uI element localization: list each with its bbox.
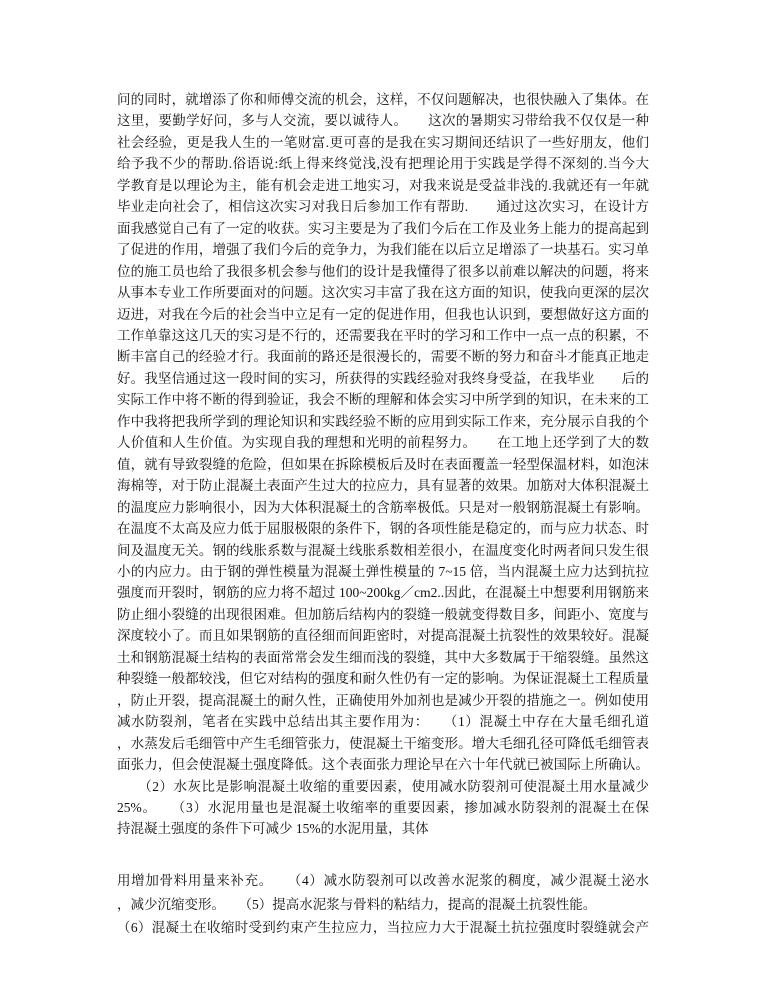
text-line: 作中我将把我所学到的理论知识和实践经验不断的应用到实际工作来，充分展示自我的个 <box>117 413 649 429</box>
text-line: 面张力，但会使混凝土强度降低。这个表面张力理论早在六十年代就已被国际上所确认。 <box>117 757 649 773</box>
text-line: 减水防裂剂，笔者在实践中总结出其主要作用为： （1）混凝土中存在大量毛细孔道 <box>117 714 649 730</box>
text-line: 实际工作中将不断的得到验证，我会不断的理解和体会实习中所学到的知识，在未来的工 <box>117 392 649 408</box>
text-line: 值，就有导致裂缝的危险，但如果在拆除模板后及时在表面覆盖一轻型保温材料，如泡沫 <box>117 456 649 472</box>
text-line: 面我感觉自己有了一定的收获。实习主要是为了我们今后在工作及业务上能力的提高起到 <box>117 220 649 236</box>
text-line: 强度而开裂时，钢筋的应力将不超过 100~200kg／cm2..因此，在混凝土中想要利用钢筋来 <box>117 585 649 601</box>
text-line: ，水蒸发后毛细管中产生毛细管张力，使混凝土干缩变形。增大毛细孔径可降低毛细管表 <box>117 735 649 751</box>
text-line: 间及温度无关。钢的线胀系数与混凝土线胀系数相差很小，在温度变化时两者间只发生很 <box>117 542 649 558</box>
text-line: 毕业走向社会了，相信这次实习对我日后参加工作有帮助. 通过这次实习，在设计方 <box>117 199 649 215</box>
text-line: 深度较小了。而且如果钢筋的直径细而间距密时，对提高混凝土抗裂性的效果较好。混凝 <box>117 628 649 644</box>
text-block-continued <box>117 869 649 940</box>
text-line: 用增加骨料用量来补充。 （4）减水防裂剂可以改善水泥浆的稠度，减少混凝土泌水 <box>117 873 649 888</box>
text-line: 学教育是以理论为主，能有机会走进工地实习，对我来说是受益非浅的.我就还有一年就 <box>117 177 649 193</box>
text-line: 25%。 （3）水泥用量也是混凝土收缩率的重要因素，掺加减水防裂剂的混凝土在保 <box>117 799 649 815</box>
text-line: 海棉等，对于防止混凝土表面产生过大的拉应力，具有显著的效果。加筋对大体积混凝土 <box>117 478 649 494</box>
text-line: 工作单靠这这几天的实习是不行的，还需要我在平时的学习和工作中一点一点的积累，不 <box>117 327 649 343</box>
text-line: 土和钢筋混凝土结构的表面常常会发生细而浅的裂缝，其中大多数属于干缩裂缝。虽然这 <box>117 649 649 665</box>
text-line: 社会经验，更是我人生的一笔财富.更可喜的是我在实习期间还结识了一些好朋友，他们 <box>117 134 649 150</box>
text-line: 了促进的作用，增强了我们今后的竞争力，为我们能在以后立足增添了一块基石。实习单 <box>117 242 649 258</box>
text-line: ，减少沉缩变形。 （5）提高水泥浆与骨料的粘结力，提高的混凝土抗裂性能。 <box>117 896 597 912</box>
text-line: 好。我坚信通过这一段时间的实习，所获得的实践经验对我终身受益，在我毕业 后的 <box>117 370 649 386</box>
text-line: 小的内应力。由于钢的弹性模量为混凝土弹性模量的 7~15 倍，当内混凝土应力达到抗拉 <box>117 563 649 579</box>
text-line: ，防止开裂，提高混凝土的耐久性，正确使用外加剂也是减少开裂的措施之一。例如使用 <box>117 692 649 708</box>
text-line: 位的施工员也给了我很多机会参与他们的设计是我懂得了很多以前难以解决的问题，将来 <box>117 263 649 279</box>
text-block-main <box>117 89 649 840</box>
text-line: 迈进，对我在今后的社会当中立足有一定的促进作用，但我也认识到，要想做好这方面的 <box>117 306 649 322</box>
text-line: 的温度应力影响很小，因为大体积混凝土的含筋率极低。只是对一般钢筋混凝土有影响。 <box>117 499 649 515</box>
text-line: 持混凝土强度的条件下可减少 15%的水泥用量，其体 <box>117 821 429 837</box>
text-line: （2）水灰比是影响混凝土收缩的重要因素，使用减水防裂剂可使混凝土用水量减少 <box>117 778 649 794</box>
text-line: 从事本专业工作所要面对的问题。这次实习丰富了我在这方面的知识，使我向更深的层次 <box>117 285 649 301</box>
text-line: 种裂缝一般都较浅，但它对结构的强度和耐久性仍有一定的影响。为保证混凝土工程质量 <box>117 671 649 687</box>
text-line: 人价值和人生价值。为实现自我的理想和光明的前程努力。 在工地上还学到了大的数 <box>117 435 649 451</box>
text-line: 给予我不少的帮助.俗语说:纸上得来终觉浅,没有把理论用于实践是学得不深刻的.当今大 <box>117 156 649 172</box>
text-line: 防止细小裂缝的出现很困难。但加筋后结构内的裂缝一般就变得数目多，间距小、宽度与 <box>117 606 649 622</box>
text-line: 断丰富自己的经验才行。我面前的路还是很漫长的，需要不断的努力和奋斗才能真正地走 <box>117 349 649 365</box>
text-line: 这里，要勤学好问，多与人交流，要以诚待人。 这次的暑期实习带给我不仅仅是一种 <box>117 113 649 129</box>
text-line: （6）混凝土在收缩时受到约束产生拉应力，当拉应力大于混凝土抗拉强度时裂缝就会产 <box>117 920 649 935</box>
text-line: 在温度不太高及应力低于屈服极限的条件下，钢的各项性能是稳定的，而与应力状态、时 <box>117 521 649 537</box>
text-line: 问的同时，就增添了你和师傅交流的机会，这样，不仅问题解决，也很快融入了集体。在 <box>117 92 649 107</box>
